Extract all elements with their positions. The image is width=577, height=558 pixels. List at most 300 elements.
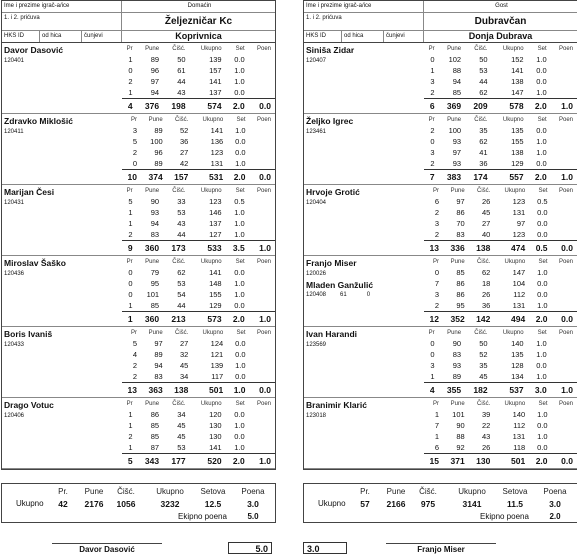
player-id: 120406: [4, 413, 25, 419]
score-cell: 83: [456, 230, 465, 240]
total-cell: 374: [141, 170, 167, 184]
col-header-pune: Pune: [148, 116, 163, 123]
lane-row: [424, 289, 577, 300]
total-cell: 130: [469, 454, 495, 468]
player-info: [2, 114, 122, 184]
score-cell: 93: [452, 159, 462, 169]
score-cell: [552, 207, 577, 218]
col-header-pr: Pr: [126, 45, 133, 52]
col-header-pr: Pr: [428, 116, 435, 123]
total-cell: 0.0: [250, 383, 275, 397]
score-cell: 0.5: [234, 197, 245, 207]
lane-row: [122, 360, 275, 371]
lane-row: [122, 196, 275, 207]
score-cell: 35: [479, 126, 488, 136]
score-cell: 1.0: [234, 421, 245, 431]
score-cell: 22: [482, 421, 491, 431]
lane-row: [424, 196, 577, 207]
score-cell: 7: [434, 279, 439, 289]
sum-cisc-header: Čišć.: [117, 487, 135, 496]
total-cell: 157: [167, 170, 193, 184]
total-cell: 13: [122, 383, 141, 397]
score-cell: 45: [177, 421, 186, 431]
lane-row: [424, 207, 577, 218]
col-header-pune: Pune: [447, 116, 462, 123]
score-cell: [551, 65, 577, 76]
col-header-cisc: Čišć.: [172, 258, 186, 265]
total-cell: 198: [163, 99, 190, 113]
score-cell: 141: [209, 268, 222, 278]
total-cell: 360: [137, 241, 164, 255]
col-header-pr: Pr: [126, 187, 133, 194]
lane-row: [122, 65, 275, 76]
lane-row: [424, 54, 577, 65]
total-cell: 213: [163, 312, 190, 326]
name-column-header: Ime i prezime igrač-a/ice: [2, 1, 122, 12]
score-cell: 3: [430, 77, 435, 87]
score-cell: [552, 431, 577, 442]
total-cell: 520: [190, 454, 226, 468]
player-id: 120407: [306, 58, 327, 64]
total-cell: 2.0: [226, 99, 249, 113]
score-cell: 152: [511, 55, 524, 65]
lane-row: [424, 218, 577, 229]
lane-row: [122, 218, 275, 229]
score-cell: 2: [434, 301, 439, 311]
score-cell: 147: [511, 88, 524, 98]
score-cell: 97: [150, 77, 160, 87]
score-cell: 1.0: [536, 339, 547, 349]
score-cell: 40: [482, 230, 491, 240]
lane-row: [122, 147, 275, 158]
player-block: [304, 43, 577, 114]
id-row: [2, 31, 275, 43]
ekipno-poena-value: 5.0: [247, 512, 259, 521]
total-cell: 15: [424, 454, 443, 468]
score-cell: 6: [434, 443, 439, 453]
col-header-cisc: Čišć.: [477, 187, 491, 194]
score-cell: 97: [456, 197, 465, 207]
score-cell: 140: [512, 410, 526, 420]
lane-row: [424, 420, 577, 431]
col-header-pr: Pr: [428, 329, 435, 336]
score-cell: 0: [434, 268, 439, 278]
sum-pune: 2176: [84, 499, 104, 509]
sum-poena-header: Poena: [241, 487, 265, 496]
col-header-ukupno: Ukupno: [502, 116, 524, 123]
sum-setova: 12.5: [204, 499, 222, 509]
total-cell: 4: [424, 383, 439, 397]
id-row: [304, 31, 577, 43]
score-cell: 2: [434, 230, 439, 240]
total-row: [424, 312, 577, 326]
lane-row: [424, 360, 577, 371]
player-block: [304, 327, 577, 398]
score-cell: 34: [177, 410, 186, 420]
sum-total-label: Ukupno: [318, 499, 346, 508]
score-cell: 79: [150, 268, 160, 278]
col-header-cisc: Čišć.: [175, 329, 189, 336]
score-table: [122, 43, 275, 113]
sum-pr-header: Pr.: [360, 487, 370, 496]
total-row: [424, 383, 577, 397]
col-header-pr: Pr: [433, 400, 439, 407]
score-cell: 117: [211, 372, 224, 382]
score-cell: 36: [180, 137, 189, 147]
player-name: Franjo Miser: [306, 258, 357, 268]
total-cell: 7: [424, 170, 439, 184]
score-cell: 97: [154, 339, 163, 349]
col-header-pr: Pr: [428, 45, 435, 52]
score-cell: 1.0: [234, 230, 245, 240]
col-header-set: Set: [235, 45, 245, 52]
cunjevi-label: čunjevi: [82, 31, 122, 42]
score-cell: 1.0: [536, 372, 547, 382]
total-cell: 1.0: [551, 170, 577, 184]
score-cell: 1.0: [536, 55, 547, 65]
total-cell: 531: [192, 170, 227, 184]
lane-row: [424, 300, 577, 312]
sum-pune-header: Pune: [84, 487, 104, 496]
score-cell: 83: [452, 350, 462, 360]
score-cell: 0: [128, 268, 133, 278]
guest-captain: Franjo Miser: [417, 545, 465, 554]
score-cell: 53: [479, 66, 488, 76]
lane-row: [424, 125, 577, 136]
score-cell: 27: [180, 148, 189, 158]
col-header-ukupno: Ukupno: [502, 45, 524, 52]
total-cell: 9: [122, 241, 137, 255]
score-cell: 45: [482, 208, 491, 218]
score-cell: 3: [430, 361, 435, 371]
col-header-pune: Pune: [145, 400, 160, 407]
total-cell: 533: [190, 241, 226, 255]
total-row: [424, 99, 577, 113]
score-cell: 155: [511, 137, 524, 147]
total-cell: 2.0: [529, 454, 551, 468]
score-cell: 1.0: [234, 77, 245, 87]
home-summary: [1, 483, 276, 523]
player-name: Siniša Zidar: [306, 45, 355, 55]
total-cell: 383: [439, 170, 466, 184]
score-cell: 118: [513, 443, 526, 453]
score-cell: 0: [128, 290, 133, 300]
score-cell: 94: [150, 88, 160, 98]
substitute-pins: 0: [366, 292, 371, 298]
total-cell: 138: [167, 383, 193, 397]
sum-ukupno: 3141: [462, 499, 482, 509]
col-header-cisc: Čišć.: [172, 45, 186, 52]
score-cell: 130: [209, 421, 222, 431]
total-cell: 4: [122, 99, 137, 113]
score-cell: 1.0: [235, 361, 246, 371]
col-header-pune: Pune: [450, 258, 465, 265]
score-cell: 89: [154, 350, 163, 360]
score-cell: 131: [512, 208, 526, 218]
sum-setova-header: Setova: [200, 487, 226, 496]
total-cell: 6: [424, 99, 439, 113]
col-header-set: Set: [537, 45, 547, 52]
total-cell: 0.5: [529, 241, 551, 255]
score-cell: 0: [430, 137, 435, 147]
col-header-cisc: Čišć.: [474, 329, 488, 336]
col-header-poen: Poen: [256, 329, 271, 336]
score-cell: 0.0: [537, 230, 548, 240]
score-cell: 137: [209, 219, 222, 229]
header-row: [2, 1, 275, 13]
total-cell: 1.0: [551, 383, 577, 397]
score-cell: 0.0: [537, 290, 548, 300]
score-cell: 7: [434, 421, 439, 431]
score-cell: 146: [209, 208, 222, 218]
player-info: [2, 398, 122, 468]
player-name: Željko Igrec: [306, 116, 354, 126]
lane-row: [424, 278, 577, 289]
score-cell: 112: [513, 290, 526, 300]
score-cell: 101: [146, 290, 160, 300]
col-header-poen: Poen: [256, 258, 271, 265]
score-cell: 0.0: [537, 279, 548, 289]
score-cell: 2: [132, 148, 137, 158]
score-cell: 86: [150, 410, 160, 420]
score-cell: [551, 76, 577, 87]
col-header-pr: Pr: [126, 400, 133, 407]
score-cell: 148: [209, 279, 222, 289]
score-cell: 0: [132, 159, 137, 169]
score-cell: 43: [482, 432, 491, 442]
col-header-cisc: Čišć.: [172, 187, 186, 194]
home-team-sheet: [1, 0, 276, 470]
col-header-ukupno: Ukupno: [202, 329, 224, 336]
score-cell: 61: [177, 66, 186, 76]
score-cell: 93: [452, 137, 462, 147]
score-cell: 0.0: [234, 268, 245, 278]
score-cell: 1.0: [536, 137, 547, 147]
sum-pune: 2166: [386, 499, 406, 509]
total-cell: 0.0: [250, 170, 275, 184]
score-cell: 39: [482, 410, 491, 420]
player-info: [304, 43, 424, 113]
total-cell: 2.0: [227, 170, 249, 184]
score-cell: 18: [482, 279, 491, 289]
player-name: Branimir Klarić: [306, 400, 367, 410]
score-cell: 127: [209, 230, 222, 240]
col-header-pune: Pune: [450, 187, 465, 194]
score-cell: [249, 442, 275, 454]
cunjevi-label: čunjevi: [384, 31, 424, 42]
lane-row: [424, 338, 577, 349]
total-cell: 138: [469, 241, 495, 255]
score-cell: [551, 147, 577, 158]
score-cell: 0: [430, 350, 435, 360]
score-cell: 0.0: [235, 148, 246, 158]
score-cell: 88: [452, 66, 462, 76]
score-cell: 2: [128, 432, 133, 442]
total-cell: 574: [190, 99, 226, 113]
name-column-header: Ime i prezime igrač-a/ice: [304, 1, 424, 12]
round-label: 1. i 2. prićuva: [2, 13, 122, 30]
score-cell: 83: [154, 372, 163, 382]
score-cell: 85: [452, 88, 462, 98]
total-cell: 371: [443, 454, 469, 468]
score-table: [424, 114, 577, 184]
score-cell: 35: [479, 361, 488, 371]
sum-cisc: 975: [420, 499, 436, 509]
score-cell: 95: [150, 279, 160, 289]
home-player-list: [2, 43, 275, 469]
score-cell: 2: [128, 230, 133, 240]
score-cell: 1.0: [234, 219, 245, 229]
score-cell: 0.0: [536, 159, 547, 169]
score-cell: 52: [180, 126, 189, 136]
score-cell: 0.5: [537, 197, 548, 207]
score-cell: 94: [452, 77, 462, 87]
score-table: [424, 398, 577, 468]
score-cell: 1.0: [234, 290, 245, 300]
total-cell: 343: [137, 454, 164, 468]
score-cell: 89: [452, 372, 462, 382]
player-block: [304, 398, 577, 469]
score-cell: 44: [177, 301, 186, 311]
score-cell: 0.0: [234, 88, 245, 98]
score-cell: 50: [177, 55, 186, 65]
score-cell: 85: [150, 301, 160, 311]
lane-row: [424, 87, 577, 99]
score-cell: 85: [150, 432, 160, 442]
col-header-cisc: Čišć.: [175, 116, 189, 123]
score-cell: 134: [511, 372, 524, 382]
score-cell: 131: [512, 301, 526, 311]
lane-row: [122, 409, 275, 420]
score-cell: 0.0: [234, 410, 245, 420]
col-header-set: Set: [236, 329, 246, 336]
player-id: 120401: [4, 58, 25, 64]
total-cell: 13: [424, 241, 443, 255]
sum-ukupno-header: Ukupno: [156, 487, 184, 496]
col-header-ukupno: Ukupno: [202, 116, 224, 123]
total-cell: 3.5: [226, 241, 249, 255]
col-header-pune: Pune: [447, 329, 462, 336]
score-cell: 139: [210, 361, 224, 371]
lane-row: [122, 54, 275, 65]
club-place: Donja Dubrava: [468, 31, 533, 41]
substitute-from-throw: 61: [340, 292, 347, 298]
score-cell: [551, 371, 577, 383]
substitute-id: 120408: [306, 292, 327, 298]
player-name: Davor Dasović: [4, 45, 64, 55]
score-cell: 0.0: [234, 432, 245, 442]
total-row: [122, 383, 275, 397]
score-cell: 1.0: [536, 88, 547, 98]
club-row: [304, 13, 577, 31]
guest-summary: [303, 483, 577, 523]
col-header-pune: Pune: [450, 400, 465, 407]
score-table: [424, 43, 577, 113]
player-id: 120404: [306, 200, 327, 206]
total-cell: 1.0: [249, 241, 275, 255]
score-cell: 1: [128, 301, 133, 311]
col-header-poen: Poen: [256, 400, 271, 407]
score-cell: 94: [150, 219, 160, 229]
score-cell: 34: [180, 372, 189, 382]
score-cell: 1.0: [537, 410, 548, 420]
score-cell: 1.0: [234, 279, 245, 289]
score-cell: 85: [456, 268, 465, 278]
guest-label: Gost: [495, 3, 508, 9]
score-cell: 96: [154, 148, 163, 158]
guest-signature-line: [386, 543, 496, 544]
guest-player-list: [304, 43, 577, 469]
sum-cisc: 1056: [116, 499, 136, 509]
col-header-set: Set: [537, 329, 547, 336]
total-cell: 501: [192, 383, 227, 397]
score-cell: 1: [128, 443, 133, 453]
player-block: [2, 185, 275, 256]
score-cell: 97: [516, 219, 526, 229]
lane-row: [424, 349, 577, 360]
score-cell: 27: [180, 339, 189, 349]
lane-row: [122, 349, 275, 360]
score-table: [122, 398, 275, 468]
total-cell: 1.0: [249, 454, 275, 468]
lane-row: [424, 267, 577, 278]
score-cell: [249, 76, 275, 87]
total-cell: 360: [137, 312, 164, 326]
lane-row: [122, 267, 275, 278]
col-header-ukupno: Ukupno: [200, 400, 222, 407]
score-cell: 141: [209, 443, 222, 453]
col-header-poen: Poen: [558, 400, 573, 407]
lane-row: [122, 431, 275, 442]
col-header-ukupno: Ukupno: [200, 45, 222, 52]
score-cell: [552, 229, 577, 241]
score-cell: 83: [150, 230, 160, 240]
score-cell: 6: [434, 197, 439, 207]
col-header-pr: Pr: [433, 187, 439, 194]
score-cell: 104: [512, 279, 526, 289]
score-cell: 36: [479, 159, 488, 169]
score-cell: 54: [177, 290, 186, 300]
score-cell: 26: [482, 197, 491, 207]
total-cell: 1.0: [249, 312, 275, 326]
lane-row: [122, 136, 275, 147]
total-cell: 336: [443, 241, 469, 255]
score-cell: 0.0: [536, 361, 547, 371]
score-cell: 147: [512, 268, 526, 278]
total-cell: 2.0: [529, 312, 551, 326]
score-cell: 120: [209, 410, 222, 420]
score-cell: 62: [177, 268, 186, 278]
lane-row: [424, 147, 577, 158]
lane-row: [424, 431, 577, 442]
score-cell: 33: [177, 197, 186, 207]
lane-row: [122, 278, 275, 289]
player-info: [304, 398, 424, 468]
score-cell: 32: [180, 350, 189, 360]
player-name: Hrvoje Grotić: [306, 187, 360, 197]
col-header-poen: Poen: [256, 187, 271, 194]
score-cell: [551, 360, 577, 371]
score-cell: [552, 218, 577, 229]
home-signature-line: [52, 543, 162, 544]
score-cell: [250, 147, 275, 158]
total-cell: 2.0: [226, 454, 249, 468]
player-name: Miroslav Šaško: [4, 258, 66, 268]
col-header-cisc: Čišć.: [477, 258, 491, 265]
score-cell: 4: [132, 350, 137, 360]
score-cell: 0.0: [536, 126, 547, 136]
score-cell: 0.0: [537, 208, 548, 218]
